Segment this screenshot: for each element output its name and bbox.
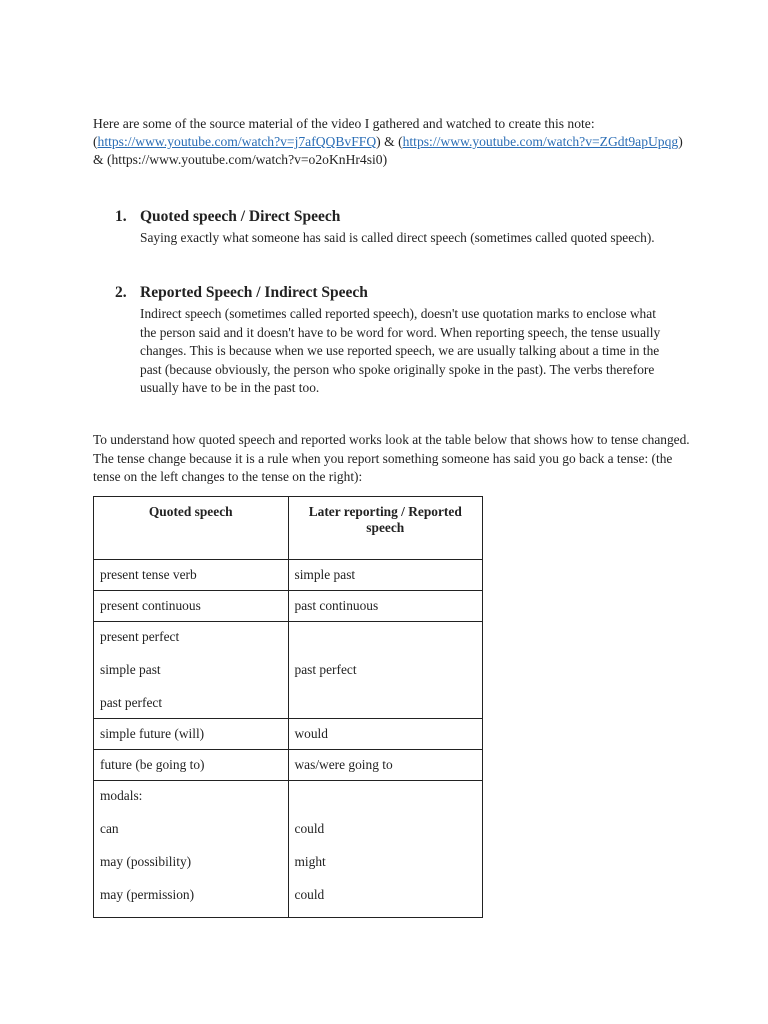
table-row bbox=[94, 719, 483, 750]
table-row bbox=[94, 781, 483, 918]
cell-line: present perfect bbox=[100, 629, 180, 644]
section-title: Quoted speech / Direct Speech bbox=[140, 208, 341, 225]
intro-paragraph bbox=[93, 115, 693, 169]
cell-line: can bbox=[100, 821, 119, 836]
cell-line: could bbox=[294, 887, 325, 902]
table-cell: simple future (will) bbox=[94, 719, 289, 750]
table-cell bbox=[94, 622, 289, 719]
table-row bbox=[94, 622, 483, 719]
section-heading bbox=[115, 207, 675, 227]
cell-line: may (permission) bbox=[100, 887, 195, 902]
cell-line: may (possibility) bbox=[100, 854, 192, 869]
table-row bbox=[94, 750, 483, 781]
table-cell: was/were going to bbox=[288, 750, 483, 781]
cell-line: might bbox=[294, 854, 326, 869]
table-cell: past continuous bbox=[288, 591, 483, 622]
section-heading bbox=[115, 283, 675, 303]
section-number: 2. bbox=[115, 284, 127, 301]
table-cell: future (be going to) bbox=[94, 750, 289, 781]
source-link-2[interactable]: https://www.youtube.com/watch?v=ZGdt9apUpqg bbox=[402, 134, 679, 149]
explanation-paragraph: To understand how quoted speech and reported works look at the table below that shows how to tense changed. The tense change because it is a rule when you report something someone has said you go back a tense: (the tense on the left changes to the tense on the right): bbox=[93, 432, 690, 484]
section-number: 1. bbox=[115, 208, 127, 225]
table-cell: would bbox=[288, 719, 483, 750]
intro-text: Here are some of the source material of the video I gathered and watched to create this note: ( bbox=[93, 116, 595, 149]
intro-separator-1: ) & ( bbox=[376, 134, 403, 149]
table-cell: present tense verb bbox=[94, 560, 289, 591]
table-cell bbox=[288, 781, 483, 918]
cell-line: could bbox=[294, 821, 325, 836]
section-body: Saying exactly what someone has said is called direct speech (sometimes called quoted speech). bbox=[140, 230, 655, 245]
table-row bbox=[94, 560, 483, 591]
intro-separator-2: ) & (https://www.youtube.com/watch?v=o2oKnHr4si0) bbox=[93, 134, 683, 167]
table-cell: past perfect bbox=[288, 622, 483, 719]
cell-line: modals: bbox=[100, 788, 143, 803]
column-header-quoted: Quoted speech bbox=[94, 497, 289, 560]
table-row bbox=[94, 591, 483, 622]
section-direct-speech bbox=[115, 207, 675, 248]
cell-line: simple past bbox=[100, 662, 161, 677]
table-cell: simple past bbox=[288, 560, 483, 591]
table-cell: present continuous bbox=[94, 591, 289, 622]
table-header-row bbox=[94, 497, 483, 560]
cell-line: past perfect bbox=[100, 695, 163, 710]
section-title: Reported Speech / Indirect Speech bbox=[140, 284, 368, 301]
source-link-1[interactable]: https://www.youtube.com/watch?v=j7afQQBvFFQ bbox=[97, 134, 377, 149]
section-body: Indirect speech (sometimes called reported speech), doesn't use quotation marks to enclose what the person said and it doesn't have to be word for word. When reporting speech, the tense usually changes. This is because when we use reported speech, we are usually talking about a time in the past (because obviously, the person who spoke originally spoke in the past). The verbs therefore usually have to be in the past too. bbox=[140, 306, 661, 395]
tense-change-table bbox=[93, 496, 483, 918]
cell-line bbox=[295, 788, 477, 804]
section-indirect-speech bbox=[115, 283, 675, 398]
column-header-reported: Later reporting / Reported speech bbox=[288, 497, 483, 560]
table-cell bbox=[94, 781, 289, 918]
